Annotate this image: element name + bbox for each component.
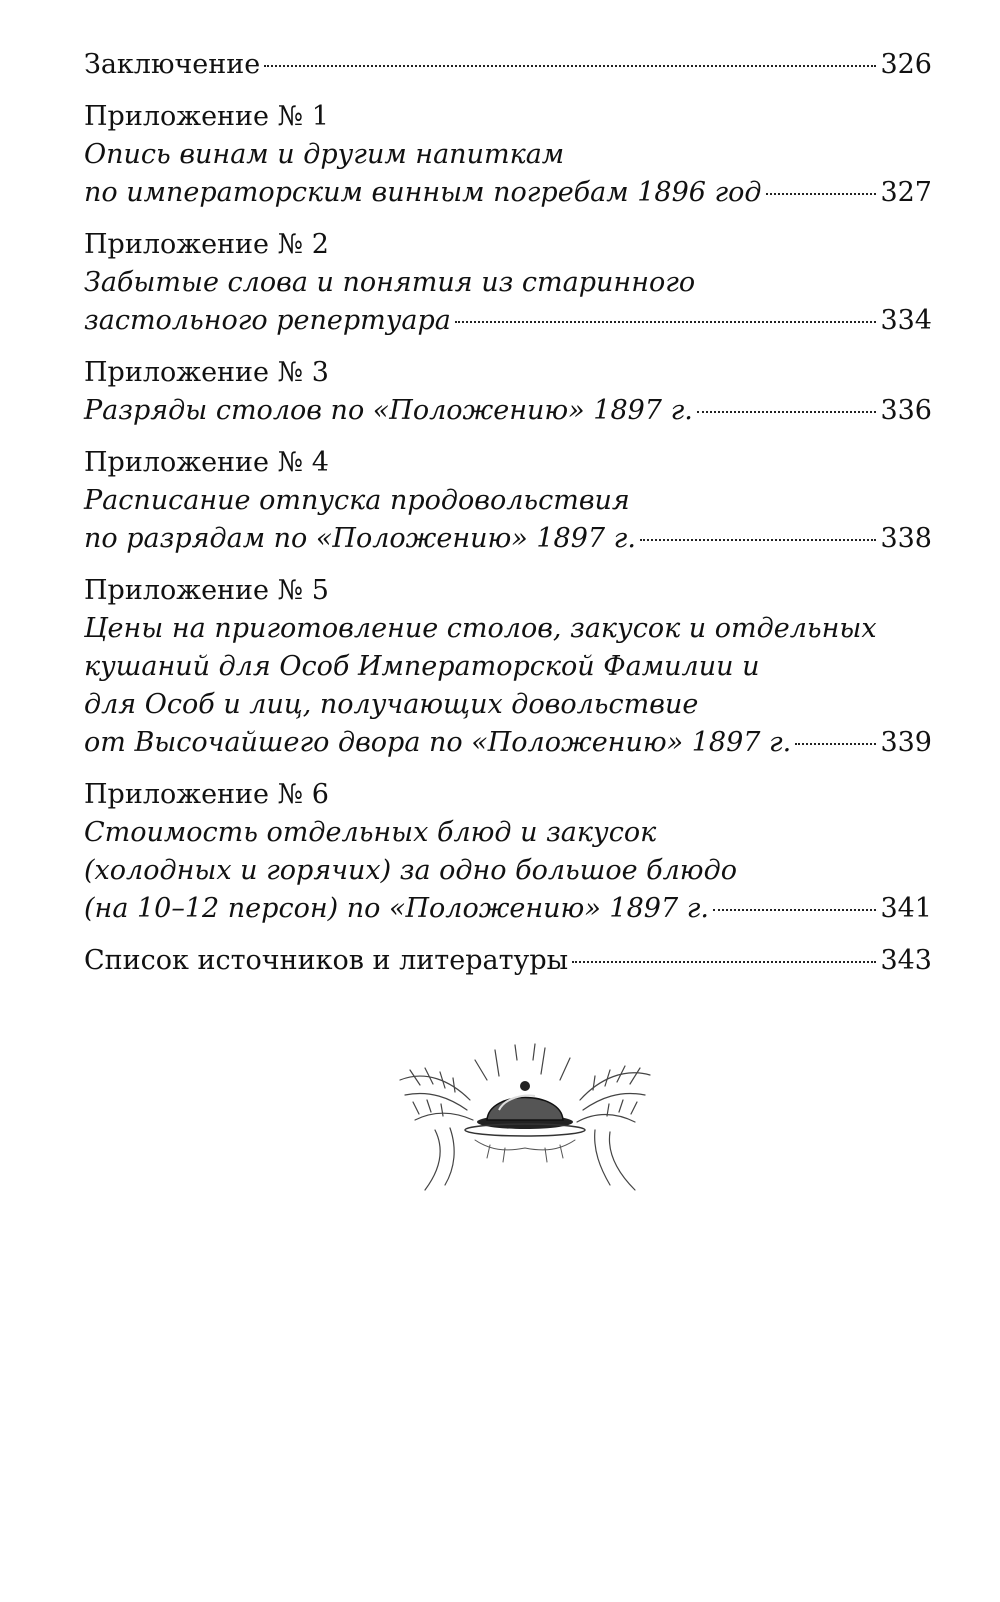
- dot-leader: [455, 321, 877, 323]
- appendix-title-line: по императорским винным погребам 1896 год: [84, 177, 762, 208]
- dot-leader: [795, 743, 876, 745]
- dot-leader: [572, 961, 876, 963]
- appendix-heading: Приложение № 2: [84, 229, 329, 260]
- toc-title: Заключение: [84, 49, 261, 80]
- appendix-title-line: Забытые слова и понятия из старинного: [84, 267, 696, 298]
- appendix-title-line: кушаний для Особ Императорской Фамилии и: [84, 651, 760, 682]
- appendix-title-line: (холодных и горячих) за одно большое блюдо: [84, 855, 737, 886]
- toc-entry-conclusion[interactable]: [84, 46, 932, 84]
- appendix-heading: Приложение № 5: [84, 575, 329, 606]
- toc-entry-appendix-1[interactable]: [84, 98, 932, 212]
- toc-entry-appendix-3[interactable]: [84, 354, 932, 430]
- toc-page-number: 338: [880, 523, 932, 554]
- appendix-title-line: по разрядам по «Положению» 1897 г.: [84, 523, 636, 554]
- toc-page-number: 326: [880, 49, 932, 80]
- dot-leader: [264, 65, 876, 67]
- toc-page-number: 327: [880, 177, 932, 208]
- toc-page-number: 343: [880, 945, 932, 976]
- dot-leader: [697, 411, 877, 413]
- toc-page-number: 336: [880, 395, 932, 426]
- toc-entry-appendix-6[interactable]: [84, 776, 932, 928]
- appendix-title-line: Опись винам и другим напиткам: [84, 139, 565, 170]
- toc-page-number: 334: [880, 305, 932, 336]
- dot-leader: [640, 539, 877, 541]
- appendix-title-line: для Особ и лиц, получающих довольствие: [84, 689, 699, 720]
- table-of-contents: [84, 46, 932, 994]
- toc-title: Список источников и литературы: [84, 945, 569, 976]
- dot-leader: [766, 193, 877, 195]
- appendix-title-line: Цены на приготовление столов, закусок и отдельных: [84, 613, 877, 644]
- appendix-title-line: Разряды столов по «Положению» 1897 г.: [84, 395, 693, 426]
- appendix-heading: Приложение № 4: [84, 447, 329, 478]
- dot-leader: [713, 909, 876, 911]
- appendix-heading: Приложение № 6: [84, 779, 329, 810]
- toc-entry-appendix-4[interactable]: [84, 444, 932, 558]
- appendix-heading: Приложение № 1: [84, 101, 329, 132]
- appendix-title-line: застольного репертуара: [84, 305, 451, 336]
- appendix-title-line: Стоимость отдельных блюд и закусок: [84, 817, 657, 848]
- appendix-title-line: от Высочайшего двора по «Положению» 1897 г.: [84, 727, 792, 758]
- appendix-title-line: (на 10–12 персон) по «Положению» 1897 г.: [84, 893, 709, 924]
- appendix-title-line: Расписание отпуска продовольствия: [84, 485, 630, 516]
- toc-page-number: 341: [880, 893, 932, 924]
- toc-page-number: 339: [880, 727, 932, 758]
- toc-entry-appendix-2[interactable]: [84, 226, 932, 340]
- toc-entry-sources[interactable]: [84, 942, 932, 980]
- appendix-heading: Приложение № 3: [84, 357, 329, 388]
- serving-cloche-icon: [395, 1040, 655, 1200]
- toc-entry-appendix-5[interactable]: [84, 572, 932, 762]
